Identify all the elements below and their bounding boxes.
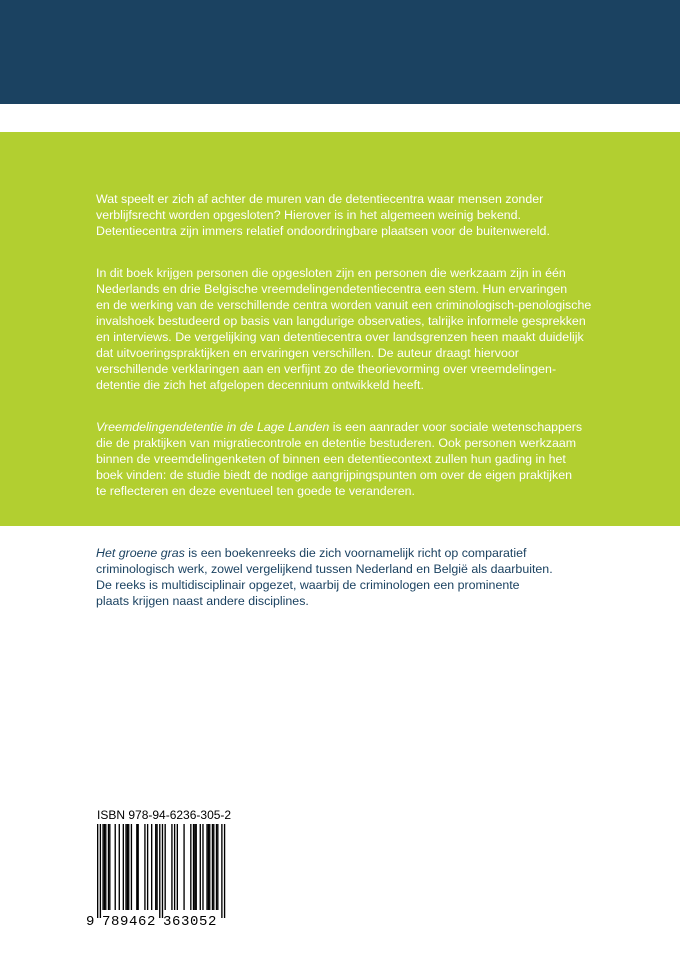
barcode-bar [155, 824, 156, 910]
barcode-bar [217, 824, 218, 910]
text-line: In dit boek krijgen personen die opgesloten zijn en personen die werkzaam zijn in één [96, 266, 566, 280]
barcode-right-digits: 363052 [163, 914, 218, 930]
text-line: criminologisch werk, zowel vergelijkend tussen Nederland en België als daarbuiten. [96, 562, 553, 576]
text-line: plaats krijgen naast andere disciplines. [96, 594, 309, 608]
barcode-bar [171, 824, 172, 910]
barcode-bars [86, 824, 226, 920]
barcode-bar [174, 824, 175, 910]
barcode-bar [102, 824, 103, 910]
barcode-bar [127, 824, 128, 910]
barcode-bar [123, 824, 124, 910]
barcode-left-digits: 789462 [102, 914, 157, 930]
blurb-paragraph-3 [96, 419, 636, 499]
barcode-bar [119, 824, 120, 910]
barcode-bar [131, 824, 132, 910]
barcode-bar [165, 824, 166, 910]
isbn-label: ISBN 978-94-6236-305-2 [97, 808, 232, 822]
text-line: is een aanrader voor sociale wetenschappers [329, 420, 583, 434]
barcode-bar [196, 824, 197, 910]
barcode-bar [193, 824, 194, 910]
text-line: Nederlands en drie Belgische vreemdelingendetentiecentra een stem. Hun ervaringen [96, 282, 568, 296]
barcode-bar [144, 824, 145, 910]
barcode-guard-bar [224, 824, 225, 918]
barcode-bar [212, 824, 213, 910]
barcode-bar [128, 824, 129, 910]
barcode-bar [206, 824, 207, 910]
barcode-guard-bar [97, 824, 98, 918]
barcode-bar [202, 824, 203, 910]
text-line: Detentiecentra zijn immers relatief ondoordringbare plaatsen voor de buitenwereld. [96, 224, 550, 238]
barcode-bar [216, 824, 217, 910]
barcode-bar [151, 824, 152, 910]
barcode-guard-bar [100, 824, 101, 918]
barcode-bar [183, 824, 184, 910]
barcode-bar [208, 824, 209, 910]
barcode-bar [194, 824, 195, 910]
blurb-paragraph-2 [96, 265, 636, 393]
isbn-barcode [86, 808, 232, 940]
series-description [96, 545, 636, 609]
barcode-bar [156, 824, 157, 910]
text-line: binnen de vreemdelingenketen of binnen een detentiecontext zullen hun gading in het [96, 452, 566, 466]
top-color-band [0, 0, 680, 104]
series-title: Het groene gras [96, 546, 185, 560]
barcode-bar [209, 824, 210, 910]
barcode-bar [177, 824, 178, 910]
blurb-paragraph-1 [96, 191, 636, 239]
text-line: is een boekenreeks die zich voornamelijk richt op comparatief [184, 546, 527, 560]
text-line: Wat speelt er zich af achter de muren van de detentiecentra waar mensen zonder [96, 192, 544, 206]
barcode-bar [147, 824, 148, 910]
text-line: De reeks is multidisciplinair opgezet, waarbij de criminologen een prominente [96, 578, 520, 592]
barcode-guard-bar [162, 824, 163, 918]
text-line: verschillende verklaringen aan en verfijnt zo de theorievorming over vreemdelingen- [96, 362, 557, 376]
barcode-guard-bar [221, 824, 222, 918]
text-line: die de praktijken van migratiecontrole en detentie bestuderen. Ook personen werkzaam [96, 436, 577, 450]
barcode-bar [213, 824, 214, 910]
barcode-bar [109, 824, 110, 910]
text-line: invalshoek bestudeerd op basis van langdurige observaties, talrijke informele gesprekken [96, 314, 586, 328]
barcode-bar [115, 824, 116, 910]
barcode-first-digit: 9 [86, 914, 95, 930]
barcode-bar [136, 824, 137, 910]
barcode-digits [86, 914, 226, 932]
text-line: verblijfsrecht worden opgesloten? Hierover is in het algemeen weinig bekend. [96, 208, 521, 222]
text-line: dat uitvoeringspraktijken en ervaringen verschillen. De auteur draagt hiervoor [96, 346, 519, 360]
barcode-bar [190, 824, 191, 910]
barcode-bar [138, 824, 139, 910]
text-line: boek vinden: de studie biedt de nodige aangrijpingspunten om over de eigen praktijken [96, 468, 572, 482]
text-line: te reflecteren en deze eventueel ten goede te veranderen. [96, 484, 415, 498]
barcode-bar [105, 824, 106, 910]
text-line: en interviews. De vergelijking van detentiecentra over landsgrenzen heen maakt duidelijk [96, 330, 584, 344]
text-line: detentie die zich het afgelopen decennium ontwikkeld heeft. [96, 378, 424, 392]
barcode-bar [125, 824, 126, 910]
barcode-bar [104, 824, 105, 910]
book-title: Vreemdelingendetentie in de Lage Landen [96, 420, 330, 434]
barcode-bar [200, 824, 201, 910]
text-line: en de werking van de verschillende centra worden vanuit een criminologisch-penologische [96, 298, 592, 312]
barcode-bar [108, 824, 109, 910]
barcode-guard-bar [159, 824, 160, 918]
